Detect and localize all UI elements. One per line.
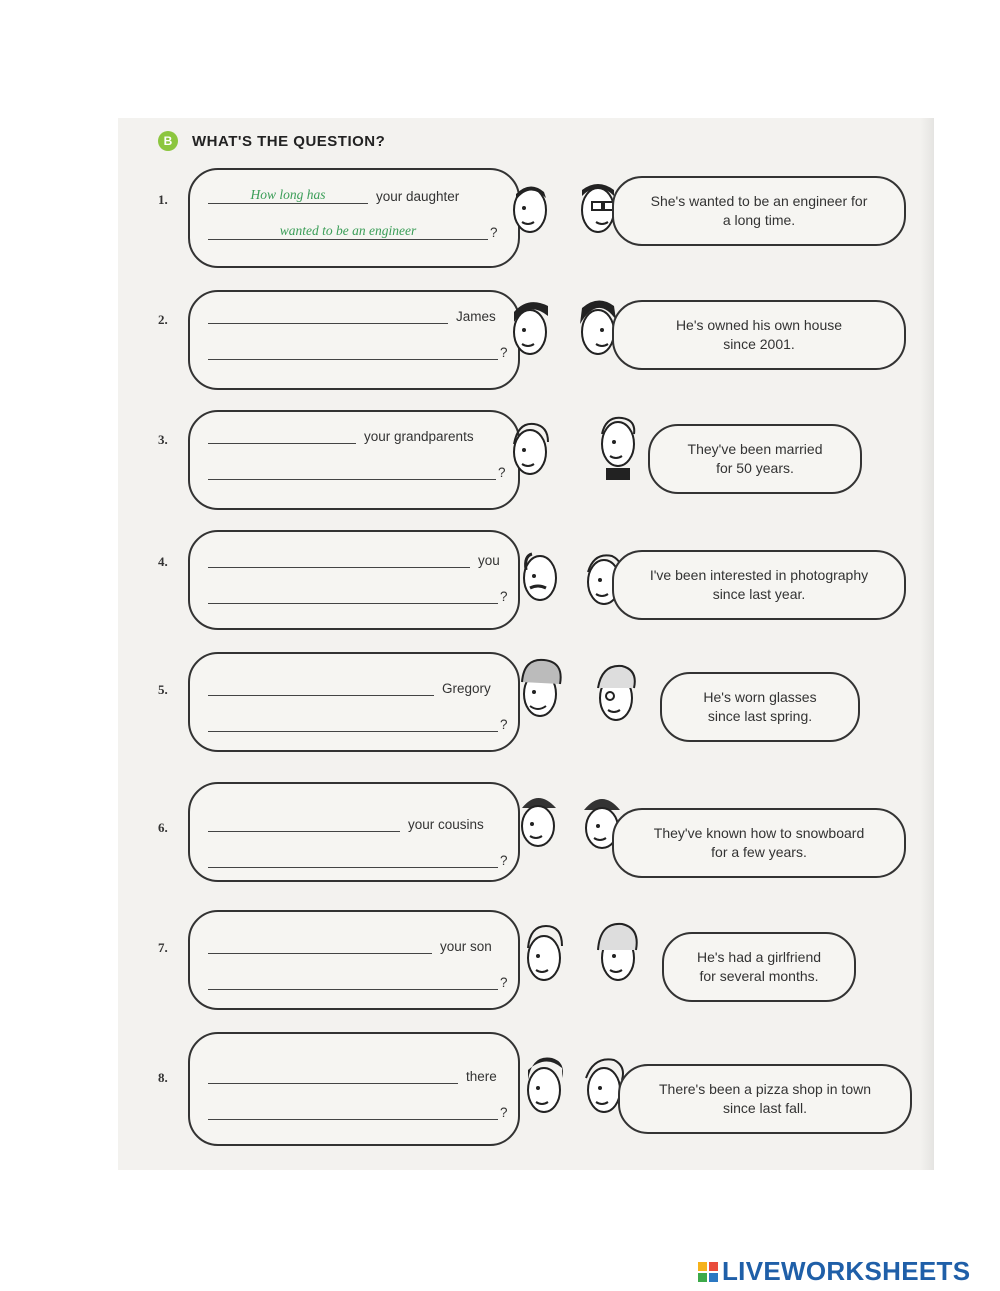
answer-line-1: They've known how to snowboard <box>653 825 865 841</box>
item-number: 7. <box>158 940 168 955</box>
item-number: 1. <box>158 192 168 207</box>
prompt-text: your son <box>440 939 492 954</box>
answer-line-1: He's had a girlfriend <box>696 949 822 965</box>
face-icon <box>518 658 564 728</box>
answer-bubble <box>662 932 856 1002</box>
answer-blank-2[interactable] <box>208 714 498 732</box>
prompt-text: your grandparents <box>364 429 474 444</box>
question-mark: ? <box>500 1105 508 1120</box>
answer-bubble <box>660 672 860 742</box>
question-mark: ? <box>500 589 508 604</box>
answer-blank-1[interactable] <box>208 550 470 568</box>
answer-blank-1[interactable] <box>208 426 356 444</box>
answer-line-1: They've been married <box>687 441 823 457</box>
answer-line-1: She's wanted to be an engineer for <box>650 193 868 209</box>
answer-line-2: since last fall. <box>722 1100 808 1116</box>
item-number: 4. <box>158 554 168 569</box>
answer-blank-2[interactable] <box>208 342 498 360</box>
answer-blank-1[interactable] <box>208 936 432 954</box>
answer-line-2: for several months. <box>699 968 819 984</box>
answer-line-1: I've been interested in photography <box>649 567 869 583</box>
answer-blank-2[interactable] <box>208 462 496 480</box>
section-badge: B <box>158 131 178 151</box>
answer-blank-1[interactable] <box>208 678 434 696</box>
face-icon <box>516 788 562 858</box>
answer-line-1: He's owned his own house <box>675 317 843 333</box>
scanned-page <box>118 118 934 1170</box>
face-icon <box>508 418 554 488</box>
answer-bubble <box>612 808 906 878</box>
answer-line-2: for a few years. <box>711 844 807 860</box>
answer-line-1: There's been a pizza shop in town <box>658 1081 872 1097</box>
question-mark: ? <box>500 717 508 732</box>
answer-line-2: since last spring. <box>707 708 813 724</box>
answer-blank-2[interactable]: wanted to be an engineer <box>208 222 488 240</box>
answer-bubble <box>618 1064 912 1134</box>
question-mark: ? <box>500 975 508 990</box>
answer-blank-2[interactable] <box>208 850 498 868</box>
item-number: 5. <box>158 682 168 697</box>
logo-icon <box>698 1262 718 1282</box>
question-bubble <box>188 168 520 268</box>
face-icon <box>594 412 640 482</box>
prompt-text: your daughter <box>376 189 460 204</box>
item-number: 8. <box>158 1070 168 1085</box>
face-icon <box>508 298 554 368</box>
question-mark: ? <box>490 225 498 240</box>
section-header <box>158 130 385 152</box>
question-bubble <box>188 1032 520 1146</box>
question-bubble <box>188 410 520 510</box>
question-bubble <box>188 290 520 390</box>
face-icon <box>594 922 640 992</box>
question-bubble <box>188 652 520 752</box>
answer-blank-1[interactable] <box>208 814 400 832</box>
item-number: 6. <box>158 820 168 835</box>
brand-text: LIVEWORKSHEETS <box>722 1256 971 1286</box>
answer-bubble <box>612 550 906 620</box>
prompt-text: there <box>466 1069 497 1084</box>
prompt-text: your cousins <box>408 817 484 832</box>
answer-blank-2[interactable] <box>208 1102 498 1120</box>
answer-bubble <box>612 300 906 370</box>
prompt-text: Gregory <box>442 681 491 696</box>
item-number: 3. <box>158 432 168 447</box>
answer-line-1: He's worn glasses <box>703 689 817 705</box>
item-number: 2. <box>158 312 168 327</box>
answer-blank-1[interactable] <box>208 306 448 324</box>
face-icon <box>522 1054 568 1124</box>
answer-line-2: since last year. <box>712 586 806 602</box>
answer-blank-2[interactable] <box>208 586 498 604</box>
question-mark: ? <box>498 465 506 480</box>
answer-blank-1[interactable]: How long has <box>208 186 368 204</box>
face-icon <box>592 662 638 732</box>
question-bubble <box>188 530 520 630</box>
answer-line-2: for 50 years. <box>716 460 794 476</box>
answer-line-2: a long time. <box>722 212 796 228</box>
prompt-text: you <box>478 553 500 568</box>
answer-line-2: since 2001. <box>723 336 795 352</box>
answer-bubble <box>612 176 906 246</box>
answer-blank-2[interactable] <box>208 972 498 990</box>
answer-bubble <box>648 424 862 494</box>
liveworksheets-logo <box>698 1256 970 1287</box>
face-icon <box>518 544 564 614</box>
answer-blank-1[interactable] <box>208 1066 458 1084</box>
prompt-text: James <box>456 309 496 324</box>
question-mark: ? <box>500 345 508 360</box>
question-bubble <box>188 910 520 1010</box>
section-title: WHAT'S THE QUESTION? <box>192 132 386 150</box>
question-mark: ? <box>500 853 508 868</box>
face-icon <box>522 922 568 992</box>
face-icon <box>508 178 554 248</box>
